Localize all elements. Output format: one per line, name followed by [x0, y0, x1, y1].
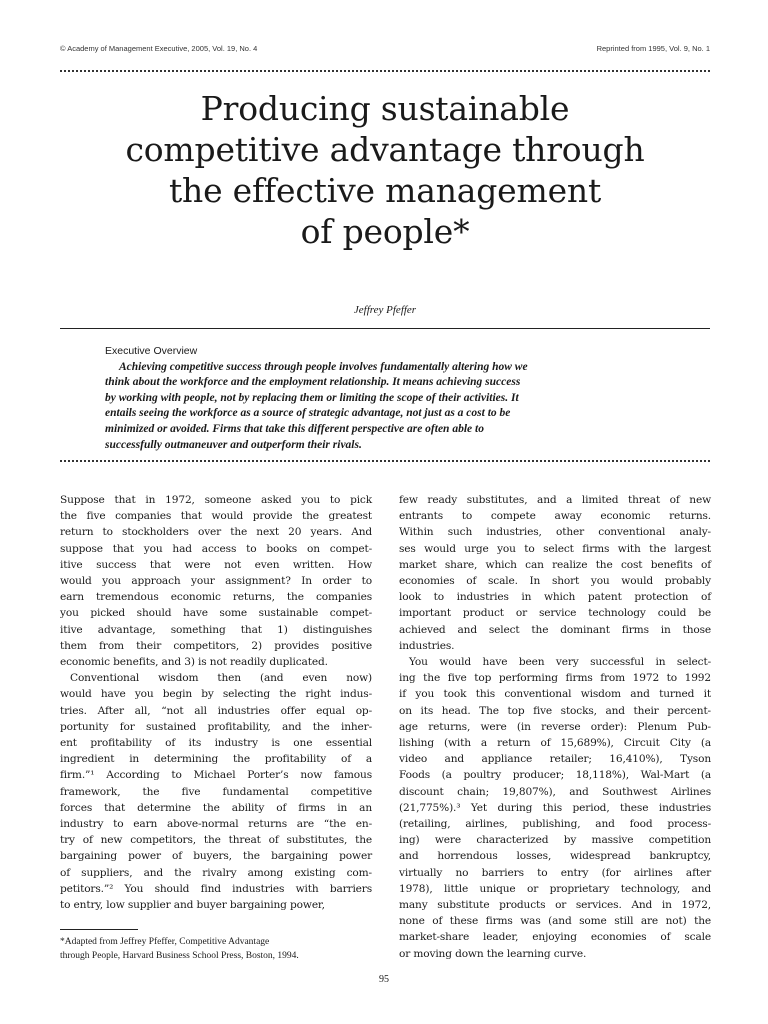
text-line: petitors.”² You should find industries with barriers [60, 882, 372, 895]
text-line: lishing (with a return of 15,689%), Circuit City (a [399, 737, 711, 750]
overview-line: think about the workforce and the employment relationship. It means achieving success [105, 376, 521, 389]
text-line: the five companies that would provide the greatest [60, 510, 372, 523]
text-line: market-share leader, enjoying economies of scale [399, 931, 711, 944]
body-column-right [399, 492, 711, 962]
title-line: of people* [300, 212, 470, 251]
text-line: to entry, low supplier and buyer bargaining power, [60, 899, 325, 912]
overview-divider [60, 460, 710, 462]
text-line: framework, the five fundamental competitive [60, 785, 372, 798]
text-line: forces that determine the ability of firms in an [60, 801, 372, 814]
text-line: look to industries in which patent protection of [399, 591, 711, 604]
text-line: if you took this conventional wisdom and turned it [399, 688, 711, 701]
title-line: competitive advantage through [125, 130, 645, 169]
text-line: ing) were characterized by massive competition [399, 834, 711, 847]
text-line: Conventional wisdom then (and even now) [70, 672, 372, 685]
title-line: Producing sustainable [200, 89, 570, 128]
text-line: tries. After all, “not all industries offer equal op- [60, 704, 372, 717]
overview-line: minimized or avoided. Firms that take this different perspective are often able to [105, 422, 484, 435]
text-line: You would have been very successful in select- [409, 656, 711, 669]
text-line: firm.”¹ According to Michael Porter’s now famous [60, 769, 372, 782]
footnote [60, 935, 370, 963]
text-line: bargaining power of buyers, the bargaining power [60, 850, 372, 863]
text-line: and horrendous losses, widespread bankruptcy, [399, 850, 711, 863]
text-line: ses would urge you to select firms with the largest [399, 542, 711, 555]
text-line: them from their competitors, 2) provides positive [60, 639, 372, 652]
text-line: Foods (a poultry producer; 18,118%), Wal-Mart (a [399, 769, 711, 782]
text-line: economic benefits, and 3) is not readily duplicated. [60, 656, 328, 669]
text-line: on its head. The top five stocks, and their percent- [399, 704, 711, 717]
text-line: industries. [399, 639, 455, 652]
footnote-line: *Adapted from Jeffrey Pfeffer, Competitive Advantage [60, 937, 270, 947]
overview-line: Achieving competitive success through people involves fundamentally altering how we [119, 360, 528, 373]
text-line: economies of scale. In short you would probably [399, 575, 711, 588]
text-line: achieved and select the dominant firms in those [399, 623, 711, 636]
article-title [60, 88, 710, 252]
overview-line: by working with people, not by replacing them or limiting the scope of their activities. It [105, 391, 519, 404]
text-line: return to stockholders over the next 20 years. And [60, 526, 372, 539]
reprint-note: Reprinted from 1995, Vol. 9, No. 1 [596, 44, 710, 53]
title-divider [60, 328, 710, 329]
text-line: age returns, were (in reverse order): Plenum Pub- [399, 720, 711, 733]
text-line: none of these firms was (and some still are not) the [399, 915, 711, 928]
text-line: try of new competitors, the threat of substitutes, the [60, 834, 372, 847]
overview-line: successfully outmaneuver and outperform their rivals. [105, 438, 362, 451]
text-line: itive advantage, something that 1) distinguishes [60, 623, 372, 636]
text-line: 1978), little unique or proprietary technology, and [399, 882, 711, 895]
overview-text [105, 360, 665, 454]
text-line: earn tremendous economic returns, the companies [60, 591, 372, 604]
text-line: or moving down the learning curve. [399, 947, 587, 960]
page-number: 95 [379, 974, 389, 985]
text-line: ent profitability of its industry is one essential [60, 737, 372, 750]
text-line: discount chain; 19,807%), and Southwest Airlines [399, 785, 711, 798]
header-divider [60, 70, 710, 72]
text-line: of suppliers, and the rivalry among existing com- [60, 866, 372, 879]
executive-overview [105, 344, 665, 453]
text-line: you picked should have some sustainable compet- [60, 607, 372, 620]
text-line: Suppose that in 1972, someone asked you to pick [60, 494, 372, 506]
overview-line: entails seeing the workforce as a source of strategic advantage, not just as a cost to be [105, 407, 511, 420]
text-line: important product or service technology could be [399, 607, 711, 620]
footnote-rule [60, 929, 138, 930]
title-line: the effective management [168, 171, 602, 210]
text-line: would you approach your assignment? In order to [60, 575, 372, 588]
text-line: many substitute products or services. And in 1972, [399, 899, 711, 912]
text-line: virtually no barriers to entry (for airlines after [399, 866, 711, 879]
text-line: suppose that you had access to books on compet- [60, 542, 372, 555]
journal-citation: © Academy of Management Executive, 2005, Vol. 19, No. 4 [60, 44, 258, 53]
text-line: entrants to compete away economic returns. [399, 510, 711, 523]
body-column-left [60, 492, 372, 913]
text-line: video and appliance retailer; 16,410%), Tyson [399, 753, 711, 766]
text-line: industry to earn above-normal returns are “the en- [60, 818, 372, 831]
text-line: ingredient in determining the profitability of a [60, 753, 372, 766]
text-line: would have you begin by selecting the right indus- [60, 688, 372, 701]
author-name: Jeffrey Pfeffer [353, 304, 417, 316]
overview-heading: Executive Overview [105, 345, 198, 357]
text-line: (retailing, airlines, publishing, and food process- [399, 818, 711, 831]
text-line: ing the five top performing firms from 1972 to 1992 [399, 672, 711, 685]
text-line: portunity for sustained profitability, and the inher- [60, 720, 372, 733]
footnote-line: through People, Harvard Business School Press, Boston, 1994. [60, 951, 299, 961]
text-line: Within such industries, other conventional analy- [399, 526, 711, 539]
text-line: market share, which can realize the cost benefits of [399, 558, 711, 571]
text-line: itive success that were not even written. How [60, 558, 372, 571]
text-line: few ready substitutes, and a limited threat of new [399, 494, 711, 506]
text-line: (21,775%).³ Yet during this period, these industries [399, 801, 711, 814]
